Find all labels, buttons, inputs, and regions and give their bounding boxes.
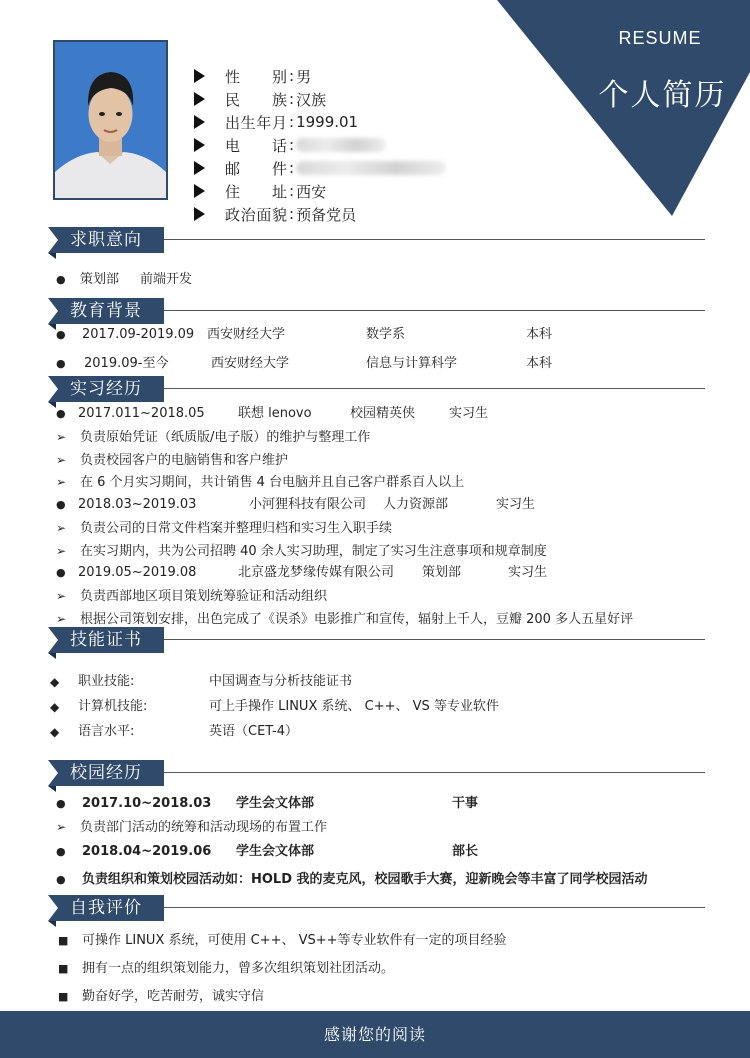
section-title: 校园经历 xyxy=(48,760,164,786)
diamond-bullet-icon xyxy=(50,697,74,718)
intern-date: 2018.03~2019.03 xyxy=(78,497,197,512)
arrow-bullet-icon xyxy=(56,450,80,471)
resume-cn-title: 个人简历 xyxy=(598,78,727,113)
intern-company: 小河狸科技有限公司 xyxy=(249,497,367,512)
intern-role: 实习生 xyxy=(496,497,536,512)
triangle-bullet-icon xyxy=(194,207,205,221)
intent-a: 策划部 xyxy=(80,272,120,287)
info-email: 邮件 : xyxy=(194,157,446,179)
info-political: 政治面貌 : 预备党员 xyxy=(194,203,356,225)
edu-degree: 本科 xyxy=(526,327,553,342)
campus-org: 学生会文体部 xyxy=(236,796,315,811)
redacted-phone xyxy=(296,138,386,152)
info-birth: 出生年月 : 1999.01 xyxy=(194,111,358,133)
self-item: ■拥有一点的组织策划能力，曾多次组织策划社团活动。 xyxy=(58,959,394,979)
info-label: 性别 xyxy=(225,67,287,86)
intern-duty: ➢在 6 个月实习期间，共计销售 4 台电脑并且自己客户群系百人以上 xyxy=(56,472,464,492)
info-gender: 性别 : 男 xyxy=(194,65,311,87)
resume-en-title: RESUME xyxy=(618,28,702,48)
info-value: 汉族 xyxy=(296,90,327,109)
bullet-dot-icon xyxy=(56,870,80,890)
triangle-bullet-icon xyxy=(194,115,205,129)
edu-major: 数学系 xyxy=(366,327,406,342)
edu-school: 西安财经大学 xyxy=(207,327,286,342)
intern-duty: ➢负责原始凭证（纸质版/电子版）的维护与整理工作 xyxy=(56,427,370,447)
edu-school: 西安财经大学 xyxy=(211,356,290,371)
triangle-bullet-icon xyxy=(194,138,205,152)
section-header-campus xyxy=(48,760,705,788)
avatar xyxy=(53,40,168,200)
skill-value: 中国调查与分析技能证书 xyxy=(209,674,353,689)
campus-role: 干事 xyxy=(452,796,479,811)
info-value: 西安 xyxy=(296,182,327,201)
section-header-education xyxy=(48,298,705,326)
intern-entry xyxy=(56,563,548,583)
edu-degree: 本科 xyxy=(526,356,553,371)
intern-date: 2017.011~2018.05 xyxy=(78,406,205,421)
info-value: 男 xyxy=(296,67,312,86)
section-header-intent xyxy=(48,227,705,255)
skill-label: 语言水平: xyxy=(78,724,135,739)
intern-dept: 人力资源部 xyxy=(383,497,449,512)
arrow-bullet-icon xyxy=(56,541,80,562)
intern-company: 北京盛龙梦缘传媒有限公司 xyxy=(238,565,395,580)
intern-duty: ➢在实习期内，共为公司招聘 40 余人实习助理，制定了实习生注意事项和规章制度 xyxy=(56,541,547,561)
redacted-email xyxy=(296,161,446,175)
education-row xyxy=(56,325,553,345)
bullet-dot-icon xyxy=(56,495,80,515)
diamond-bullet-icon xyxy=(50,722,74,743)
edu-date: 2017.09-2019.09 xyxy=(82,327,195,342)
info-label: 电话 xyxy=(225,136,287,155)
info-label: 住址 xyxy=(225,182,287,201)
intern-company: 联想 lenovo xyxy=(238,406,312,421)
arrow-bullet-icon xyxy=(56,586,80,607)
intern-duty: ➢负责西部地区项目策划统筹验证和活动组织 xyxy=(56,586,327,606)
campus-entry xyxy=(56,842,479,862)
campus-date: 2017.10~2018.03 xyxy=(82,796,212,811)
intern-duty: ➢负责公司的日常文件档案并整理归档和实习生入职手续 xyxy=(56,518,392,538)
bullet-dot-icon xyxy=(56,325,80,345)
campus-duty: ➢负责部门活动的统筹和活动现场的布置工作 xyxy=(56,817,327,837)
footer-text: 感谢您的阅读 xyxy=(323,1025,426,1044)
intent-b: 前端开发 xyxy=(140,272,193,287)
self-item: ■勤奋好学，吃苦耐劳，诚实守信 xyxy=(58,987,264,1007)
triangle-bullet-icon xyxy=(194,69,205,83)
campus-org: 学生会文体部 xyxy=(236,844,315,859)
square-bullet-icon xyxy=(58,959,82,979)
intern-dept: 校园精英侠 xyxy=(350,406,416,421)
triangle-bullet-icon xyxy=(194,184,205,198)
section-title: 实习经历 xyxy=(48,376,164,402)
skill-row xyxy=(50,722,299,742)
bullet-dot-icon xyxy=(56,842,80,862)
info-value: 1999.01 xyxy=(296,113,359,131)
skill-value: 英语（CET-4） xyxy=(209,724,299,739)
bullet-dot-icon xyxy=(56,404,80,424)
info-phone: 电话 : xyxy=(194,134,386,156)
section-title: 自我评价 xyxy=(48,895,164,921)
self-item: ■可操作 LINUX 系统，可使用 C++、 VS++等专业软件有一定的项目经验 xyxy=(58,931,507,951)
diamond-bullet-icon xyxy=(50,672,74,693)
campus-entry xyxy=(56,794,479,814)
info-label: 政治面貌 xyxy=(225,205,287,224)
campus-duty: ●负责组织和策划校园活动如：HOLD 我的麦克风，校园歌手大赛，迎新晚会等丰富了同学校园活动 xyxy=(56,870,648,890)
info-label: 邮件 xyxy=(225,159,287,178)
intent-row xyxy=(56,270,193,290)
footer-bar xyxy=(0,1011,750,1058)
section-title: 技能证书 xyxy=(48,627,164,653)
info-value: 预备党员 xyxy=(296,205,357,224)
skill-row xyxy=(50,672,353,692)
education-row xyxy=(56,354,553,374)
edu-major: 信息与计算科学 xyxy=(366,356,458,371)
skill-label: 职业技能: xyxy=(78,674,135,689)
info-ethnicity: 民族 : 汉族 xyxy=(194,88,326,110)
info-address: 住址 : 西安 xyxy=(194,180,326,202)
section-title: 求职意向 xyxy=(48,227,164,253)
intern-entry xyxy=(56,495,536,515)
section-title: 教育背景 xyxy=(48,298,164,324)
info-label: 出生年月 xyxy=(225,113,287,132)
square-bullet-icon xyxy=(58,931,82,951)
intern-duty: ➢根据公司策划安排，出色完成了《误杀》电影推广和宣传，辐射上千人，豆瓣 200 多人五星好评 xyxy=(56,609,633,629)
intern-date: 2019.05~2019.08 xyxy=(78,565,197,580)
section-header-internship xyxy=(48,376,705,404)
triangle-bullet-icon xyxy=(194,92,205,106)
info-label: 民族 xyxy=(225,90,287,109)
square-bullet-icon xyxy=(58,987,82,1007)
bullet-dot-icon xyxy=(56,794,80,814)
section-header-self xyxy=(48,895,705,923)
arrow-bullet-icon xyxy=(56,817,80,838)
intern-role: 实习生 xyxy=(508,565,548,580)
intern-entry xyxy=(56,404,489,424)
arrow-bullet-icon xyxy=(56,472,80,493)
skill-row xyxy=(50,697,499,717)
bullet-dot-icon xyxy=(56,354,80,374)
skill-value: 可上手操作 LINUX 系统、 C++、 VS 等专业软件 xyxy=(209,699,499,714)
triangle-bullet-icon xyxy=(194,161,205,175)
arrow-bullet-icon xyxy=(56,518,80,539)
bullet-dot-icon xyxy=(56,563,80,583)
campus-date: 2018.04~2019.06 xyxy=(82,844,212,859)
intern-duty: ➢负责校园客户的电脑销售和客户维护 xyxy=(56,450,288,470)
bullet-dot-icon xyxy=(56,270,80,290)
intern-dept: 策划部 xyxy=(422,565,462,580)
intern-role: 实习生 xyxy=(449,406,489,421)
arrow-bullet-icon xyxy=(56,427,80,448)
campus-role: 部长 xyxy=(452,844,479,859)
skill-label: 计算机技能: xyxy=(78,699,148,714)
edu-date: 2019.09-至今 xyxy=(84,356,169,371)
section-header-skills xyxy=(48,627,705,655)
